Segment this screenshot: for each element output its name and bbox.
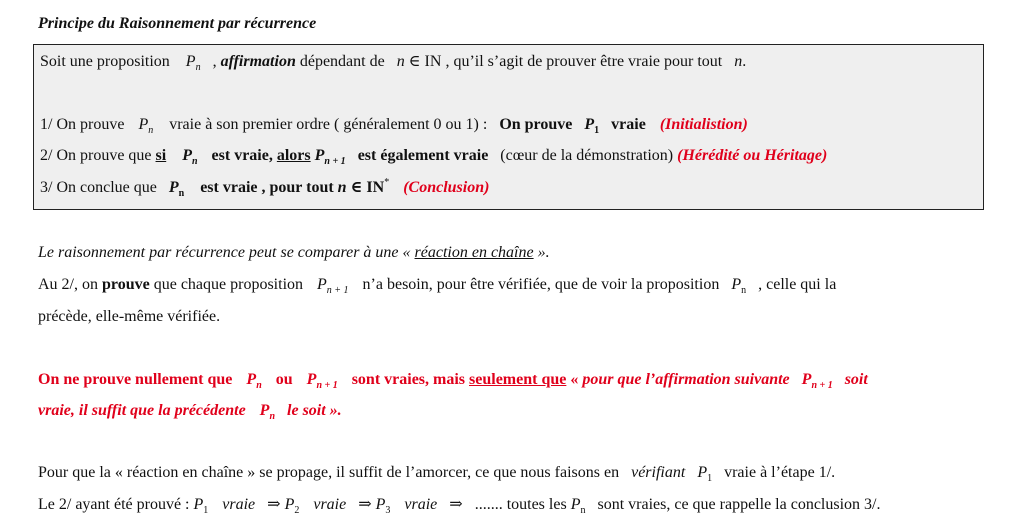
ellipsis: ....... bbox=[474, 496, 503, 513]
box-line-2 bbox=[40, 115, 748, 135]
math-n: n bbox=[396, 53, 405, 70]
text: Le 2/ ayant été prouvé : bbox=[38, 496, 190, 513]
math-IN: IN bbox=[366, 179, 385, 196]
italic-text: vraie bbox=[222, 496, 256, 513]
italic-text: vraie bbox=[313, 496, 347, 513]
text: toutes les bbox=[506, 496, 567, 513]
math-in: ∈ bbox=[350, 179, 363, 196]
box-line-1 bbox=[40, 52, 746, 72]
italic-text: vraie bbox=[404, 496, 438, 513]
math-sub: 2 bbox=[294, 505, 300, 516]
math-sub: n bbox=[741, 285, 747, 296]
bold-text: On prouve bbox=[499, 116, 573, 133]
math-P: P bbox=[317, 276, 327, 293]
text: vraie à l’étape 1/. bbox=[724, 464, 836, 481]
math-P: P bbox=[306, 371, 317, 388]
text: dépendant de bbox=[299, 53, 385, 70]
bold-underlined: si bbox=[155, 147, 167, 164]
math-star: * bbox=[384, 177, 390, 188]
bold-text: est également vraie bbox=[357, 147, 489, 164]
text: que chaque proposition bbox=[153, 276, 304, 293]
emphasis: affirmation bbox=[220, 53, 296, 70]
math-P: P bbox=[185, 53, 196, 70]
text: Pour que la « réaction en chaîne » se propage, il suffit de l’amorcer, ce que nous faisons en bbox=[38, 464, 620, 481]
text: On ne prouve nullement que bbox=[38, 371, 233, 388]
text: vraie, il suffit que la précédente bbox=[38, 402, 246, 419]
math-P: P bbox=[375, 496, 386, 513]
text: , qu’il s’agit de prouver être vraie pour tout bbox=[445, 53, 723, 70]
math-P: P bbox=[697, 464, 708, 481]
math-in: ∈ bbox=[408, 53, 421, 70]
text: ou bbox=[275, 371, 293, 388]
text: , celle qui la bbox=[758, 276, 837, 293]
implies-arrow: ⇒ bbox=[267, 496, 281, 513]
underlined-text: seulement que bbox=[469, 371, 567, 388]
red-statement-line-1 bbox=[38, 370, 868, 390]
paragraph-analogy bbox=[38, 243, 550, 263]
text: 1/ On prouve bbox=[40, 116, 125, 133]
math-P: P bbox=[259, 402, 270, 419]
math-IN: IN bbox=[424, 53, 442, 70]
text: ». bbox=[537, 244, 550, 261]
heredite-label: (Hérédité ou Héritage) bbox=[677, 147, 828, 164]
math-sub: n + 1 bbox=[316, 380, 338, 391]
paragraph-chain bbox=[38, 463, 835, 483]
math-sub: n bbox=[195, 62, 201, 73]
text: vraie à son premier ordre ( généralement 0 ou 1) : bbox=[169, 116, 488, 133]
math-P: P bbox=[570, 496, 581, 513]
math-P: P bbox=[182, 147, 192, 164]
text: , bbox=[212, 53, 217, 70]
math-sub: n bbox=[178, 188, 185, 199]
math-sub: n bbox=[256, 380, 262, 391]
bold-underlined: alors bbox=[276, 147, 311, 164]
math-P: P bbox=[314, 147, 325, 164]
paragraph-implications bbox=[38, 495, 880, 515]
math-n: n bbox=[337, 179, 347, 196]
math-sub: n bbox=[580, 505, 586, 516]
page-title: Principe du Raisonnement par récurrence bbox=[38, 15, 317, 32]
math-sub: 1 bbox=[707, 473, 713, 484]
text: Soit une proposition bbox=[40, 53, 170, 70]
math-sub: 1 bbox=[594, 125, 600, 136]
math-P: P bbox=[138, 116, 149, 133]
text: n’a besoin, pour être vérifiée, que de voir la proposition bbox=[362, 276, 720, 293]
box-line-4 bbox=[40, 178, 489, 198]
math-P: P bbox=[168, 179, 179, 196]
text: « bbox=[570, 371, 579, 388]
italic-text: pour que l’affirmation suivante bbox=[582, 371, 790, 388]
math-P: P bbox=[246, 371, 257, 388]
text: le soit ». bbox=[287, 402, 342, 419]
math-P: P bbox=[193, 496, 204, 513]
math-P: P bbox=[801, 371, 812, 388]
implies-arrow: ⇒ bbox=[449, 496, 463, 513]
italic-text: soit bbox=[844, 371, 868, 388]
bold-text: est vraie , pour tout bbox=[200, 179, 334, 196]
math-sub: 3 bbox=[385, 505, 391, 516]
italic-text: vérifiant bbox=[631, 464, 686, 481]
text: Le raisonnement par récurrence peut se comparer à une « bbox=[38, 244, 411, 261]
text: 3/ On conclue que bbox=[40, 179, 157, 196]
math-sub: n + 1 bbox=[324, 156, 346, 167]
math-sub: 1 bbox=[203, 505, 209, 516]
text: sont vraies, ce que rappelle la conclusion 3/. bbox=[597, 496, 881, 513]
underlined-text: réaction en chaîne bbox=[414, 244, 534, 261]
paragraph-step2 bbox=[38, 275, 836, 295]
paragraph-step2-cont: précède, elle-même vérifiée. bbox=[38, 308, 221, 325]
math-sub: n + 1 bbox=[811, 380, 833, 391]
math-P: P bbox=[731, 276, 742, 293]
math-P: P bbox=[584, 116, 595, 133]
math-sub: n + 1 bbox=[326, 285, 349, 296]
bold-text: est vraie, bbox=[211, 147, 273, 164]
initialisation-label: (Initialistion) bbox=[659, 116, 748, 133]
math-P: P bbox=[284, 496, 295, 513]
math-sub: n bbox=[148, 125, 154, 136]
bold-text: vraie bbox=[611, 116, 646, 133]
text: Au 2/, on bbox=[38, 276, 98, 293]
conclusion-label: (Conclusion) bbox=[403, 179, 490, 196]
implies-arrow: ⇒ bbox=[358, 496, 372, 513]
bold-text: prouve bbox=[102, 276, 150, 293]
math-n: n bbox=[734, 53, 743, 70]
text: sont vraies, mais bbox=[351, 371, 466, 388]
text: . bbox=[742, 53, 747, 70]
math-sub: n bbox=[269, 411, 276, 422]
math-sub: n bbox=[191, 156, 198, 167]
text: 2/ On prouve que bbox=[40, 147, 152, 164]
text: (cœur de la démonstration) bbox=[500, 147, 674, 164]
red-statement-line-2 bbox=[38, 401, 342, 421]
box-line-3 bbox=[40, 146, 827, 166]
